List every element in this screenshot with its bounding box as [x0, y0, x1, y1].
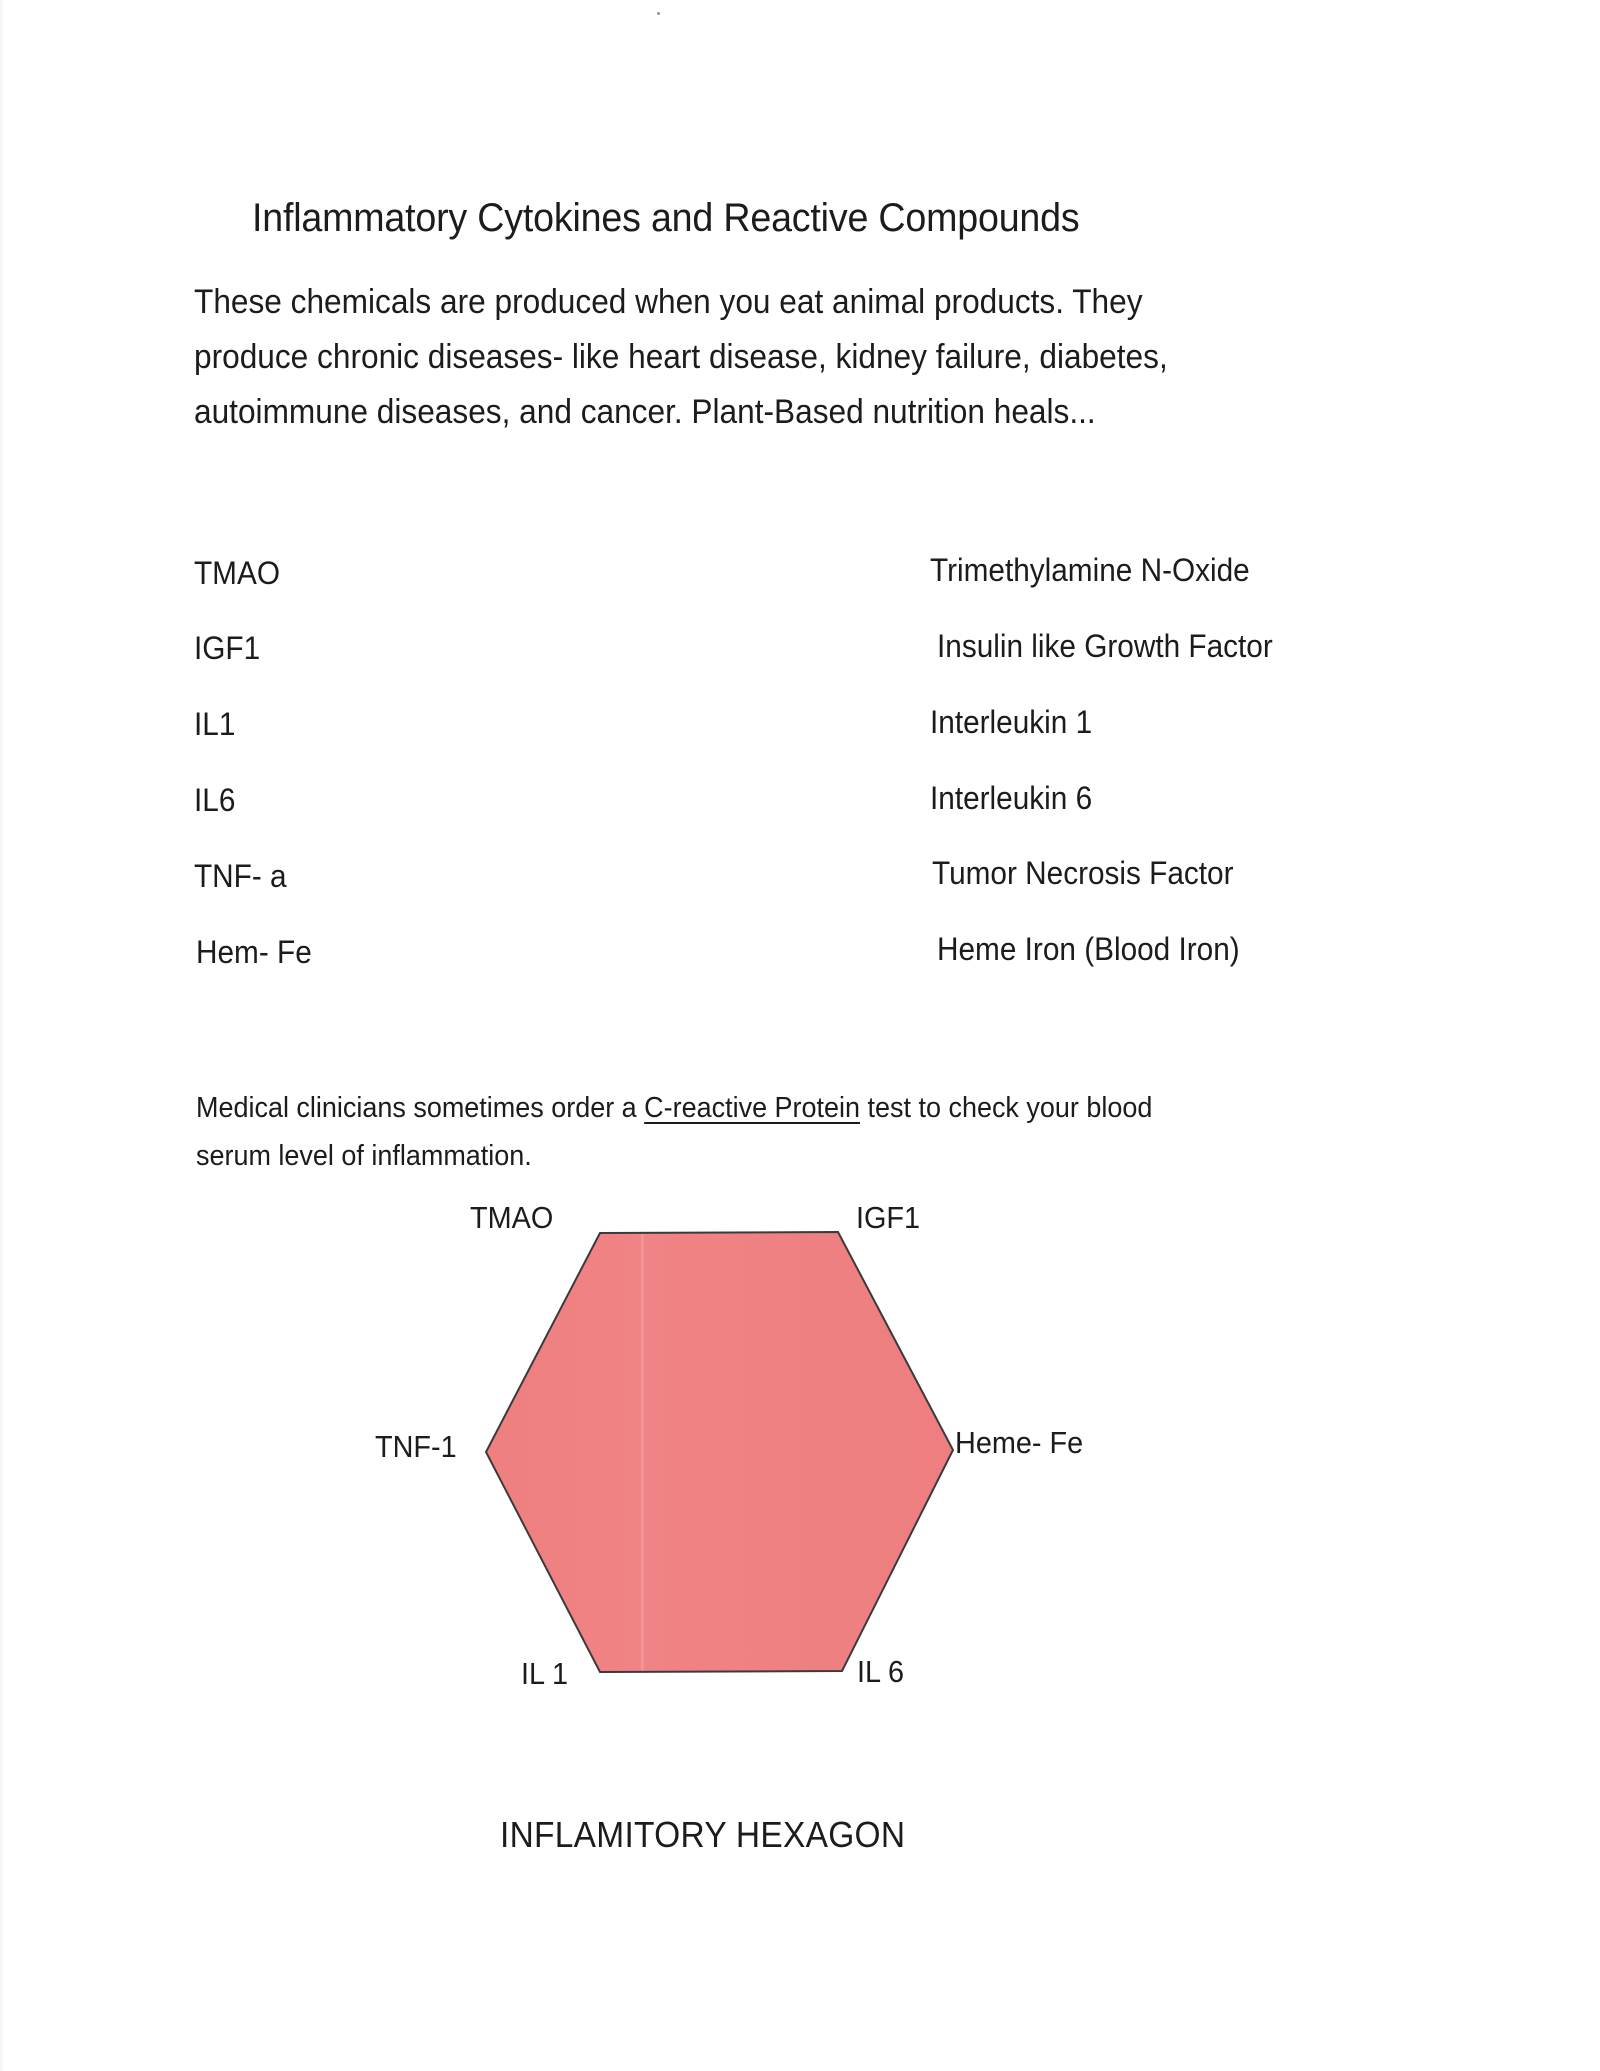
crp-link-text: C-reactive Protein — [644, 1092, 861, 1124]
compound-name-igf1: Insulin like Growth Factor — [937, 628, 1273, 664]
vertex-label-top-right: IGF1 — [856, 1200, 921, 1235]
hexagon-shape — [486, 1232, 953, 1672]
crp-note-after: test to check your blood — [860, 1092, 1153, 1124]
crp-note — [196, 1084, 1152, 1180]
compound-abbr-igf1: IGF1 — [194, 630, 261, 666]
vertex-label-right: Heme- Fe — [955, 1425, 1084, 1460]
diagram-caption: INFLAMITORY HEXAGON — [500, 1814, 906, 1855]
crp-note-before: Medical clinicians sometimes order a — [196, 1092, 645, 1124]
scan-speck — [657, 12, 660, 15]
intro-line-2: produce chronic diseases- like heart disease, kidney failure, diabetes, — [194, 338, 1168, 376]
intro-line-1: These chemicals are produced when you eat animal products. They — [194, 283, 1143, 321]
compound-abbr-hem-fe: Hem- Fe — [196, 934, 312, 970]
compound-name-tmao: Trimethylamine N-Oxide — [930, 552, 1250, 588]
compound-name-il6: Interleukin 6 — [930, 780, 1093, 816]
compound-abbr-tmao: TMAO — [194, 555, 280, 591]
vertex-label-bottom-left: IL 1 — [521, 1656, 569, 1691]
compound-name-tnf-a: Tumor Necrosis Factor — [932, 855, 1234, 891]
compound-name-il1: Interleukin 1 — [930, 704, 1093, 740]
crp-note-line-2: serum level of inflammation. — [196, 1140, 532, 1172]
compound-name-hem-fe: Heme Iron (Blood Iron) — [937, 931, 1240, 967]
vertex-label-left: TNF-1 — [375, 1429, 457, 1464]
vertex-label-top-left: TMAO — [470, 1200, 554, 1235]
compound-abbr-il1: IL1 — [194, 706, 236, 742]
compound-abbr-tnf-a: TNF- a — [194, 858, 287, 894]
vertex-label-bottom-right: IL 6 — [857, 1654, 905, 1689]
page-title: Inflammatory Cytokines and Reactive Compounds — [252, 196, 1080, 240]
intro-line-3: autoimmune diseases, and cancer. Plant-Based nutrition heals... — [194, 393, 1096, 431]
compound-abbr-il6: IL6 — [194, 782, 236, 818]
scan-edge-shade — [0, 0, 4, 2071]
